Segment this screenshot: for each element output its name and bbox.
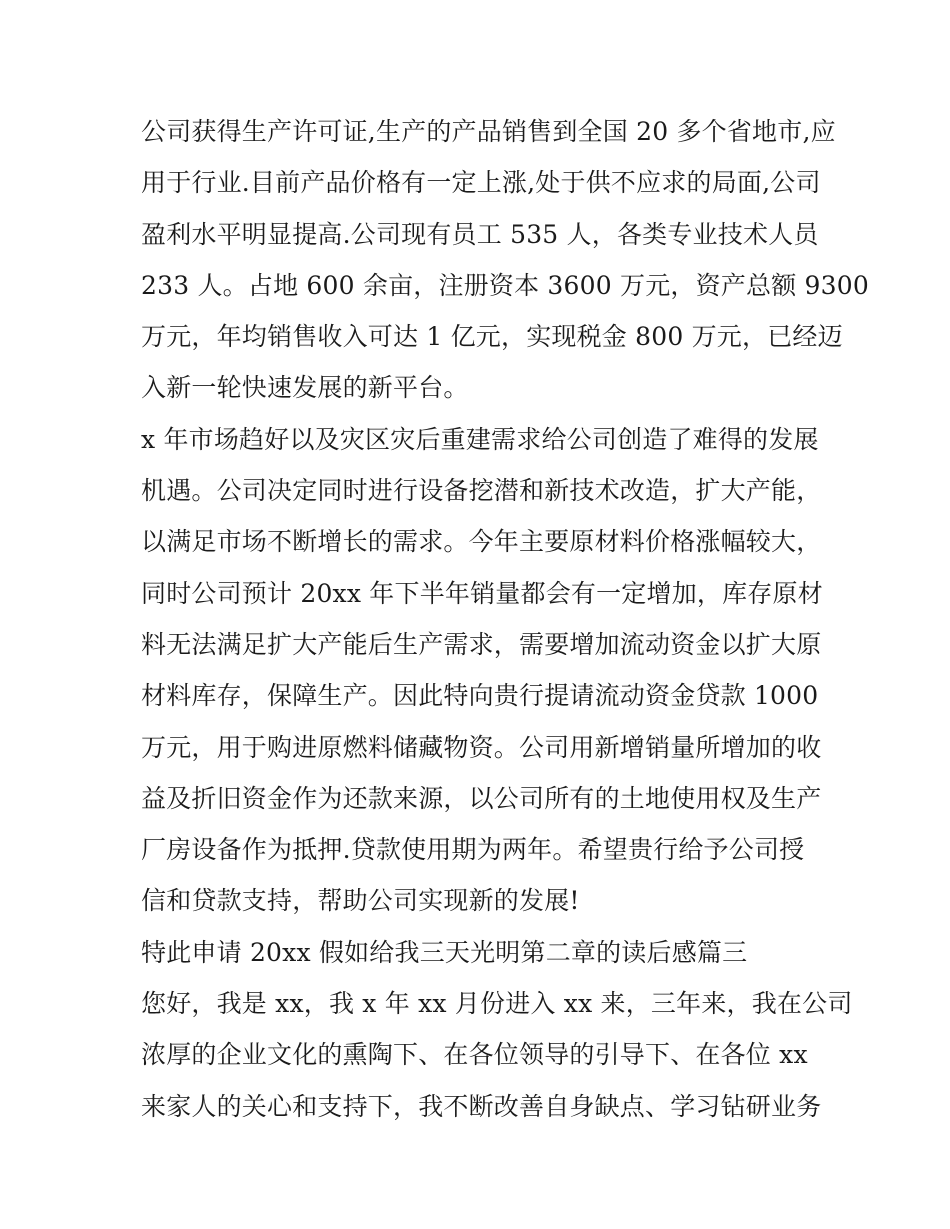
document-body <box>141 106 869 1132</box>
text-line: 益及折旧资金作为还款来源，以公司所有的土地使用权及生产 <box>141 783 822 813</box>
text-line: 同时公司预计 20xx 年下半年销量都会有一定增加，库存原材 <box>141 578 823 608</box>
text-line: 233 人。占地 600 余亩，注册资本 3600 万元，资产总额 9300 <box>141 270 869 300</box>
text-line: 您好，我是 xx，我 x 年 xx 月份进入 xx 来，三年来，我在公司 <box>141 989 853 1019</box>
text-line: 机遇。公司决定同时进行设备挖潜和新技术改造，扩大产能， <box>141 476 822 506</box>
text-line: 材料库存，保障生产。因此特向贵行提请流动资金贷款 1000 <box>141 681 819 711</box>
text-line: 料无法满足扩大产能后生产需求，需要增加流动资金以扩大原 <box>141 629 822 659</box>
text-line: 厂房设备作为抵押.贷款使用期为两年。希望贵行给予公司授 <box>141 835 805 865</box>
text-line: 万元，用于购进原燃料储藏物资。公司用新增销量所增加的收 <box>141 732 822 762</box>
text-line: 公司获得生产许可证,生产的产品销售到全国 20 多个省地市,应 <box>141 117 836 146</box>
text-line: 特此申请 20xx 假如给我三天光明第二章的读后感篇三 <box>141 937 748 967</box>
text-line: 用于行业.目前产品价格有一定上涨,处于供不应求的局面,公司 <box>141 168 821 198</box>
text-line: 盈利水平明显提高.公司现有员工 535 人，各类专业技术人员 <box>141 219 819 249</box>
text-line: 以满足市场不断增长的需求。今年主要原材料价格涨幅较大， <box>141 527 822 557</box>
text-line: 信和贷款支持，帮助公司实现新的发展! <box>141 886 580 916</box>
text-line: 来家人的关心和支持下，我不断改善自身缺点、学习钻研业务 <box>141 1091 822 1121</box>
text-line: 浓厚的企业文化的熏陶下、在各位领导的引导下、在各位 xx <box>141 1040 808 1070</box>
text-line: 万元，年均销售收入可达 1 亿元，实现税金 800 万元，已经迈 <box>141 322 843 352</box>
text-line: x 年市场趋好以及灾区灾后重建需求给公司创造了难得的发展 <box>141 424 819 454</box>
text-line: 入新一轮快速发展的新平台。 <box>141 373 469 403</box>
